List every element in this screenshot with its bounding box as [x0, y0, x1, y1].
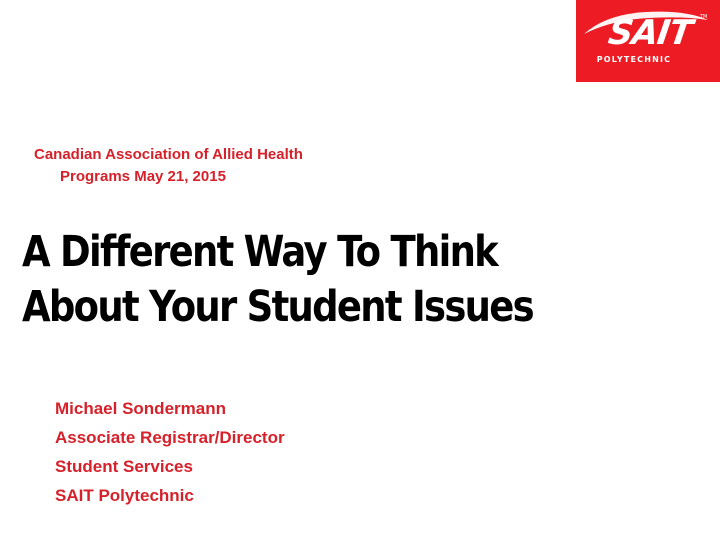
slide-title-line-2: About Your Student Issues	[22, 282, 533, 332]
presenter-role: Associate Registrar/Director	[55, 428, 285, 447]
logo-wordmark: SAIT	[605, 13, 695, 53]
presenter-info	[55, 394, 285, 510]
slide-title-line-1: A Different Way To Think	[22, 227, 498, 277]
event-line-1: Canadian Association of Allied Health	[34, 146, 303, 163]
presenter-institution: SAIT Polytechnic	[55, 486, 194, 505]
presenter-department: Student Services	[55, 457, 193, 476]
slide-title	[22, 225, 615, 335]
presenter-name: Michael Sondermann	[55, 399, 226, 418]
logo-trademark: TM	[700, 14, 708, 20]
event-line-2: Programs May 21, 2015	[60, 168, 226, 185]
sait-logo	[576, 0, 720, 82]
event-info	[34, 144, 303, 188]
logo-subtitle: POLYTECHNIC	[596, 55, 672, 64]
